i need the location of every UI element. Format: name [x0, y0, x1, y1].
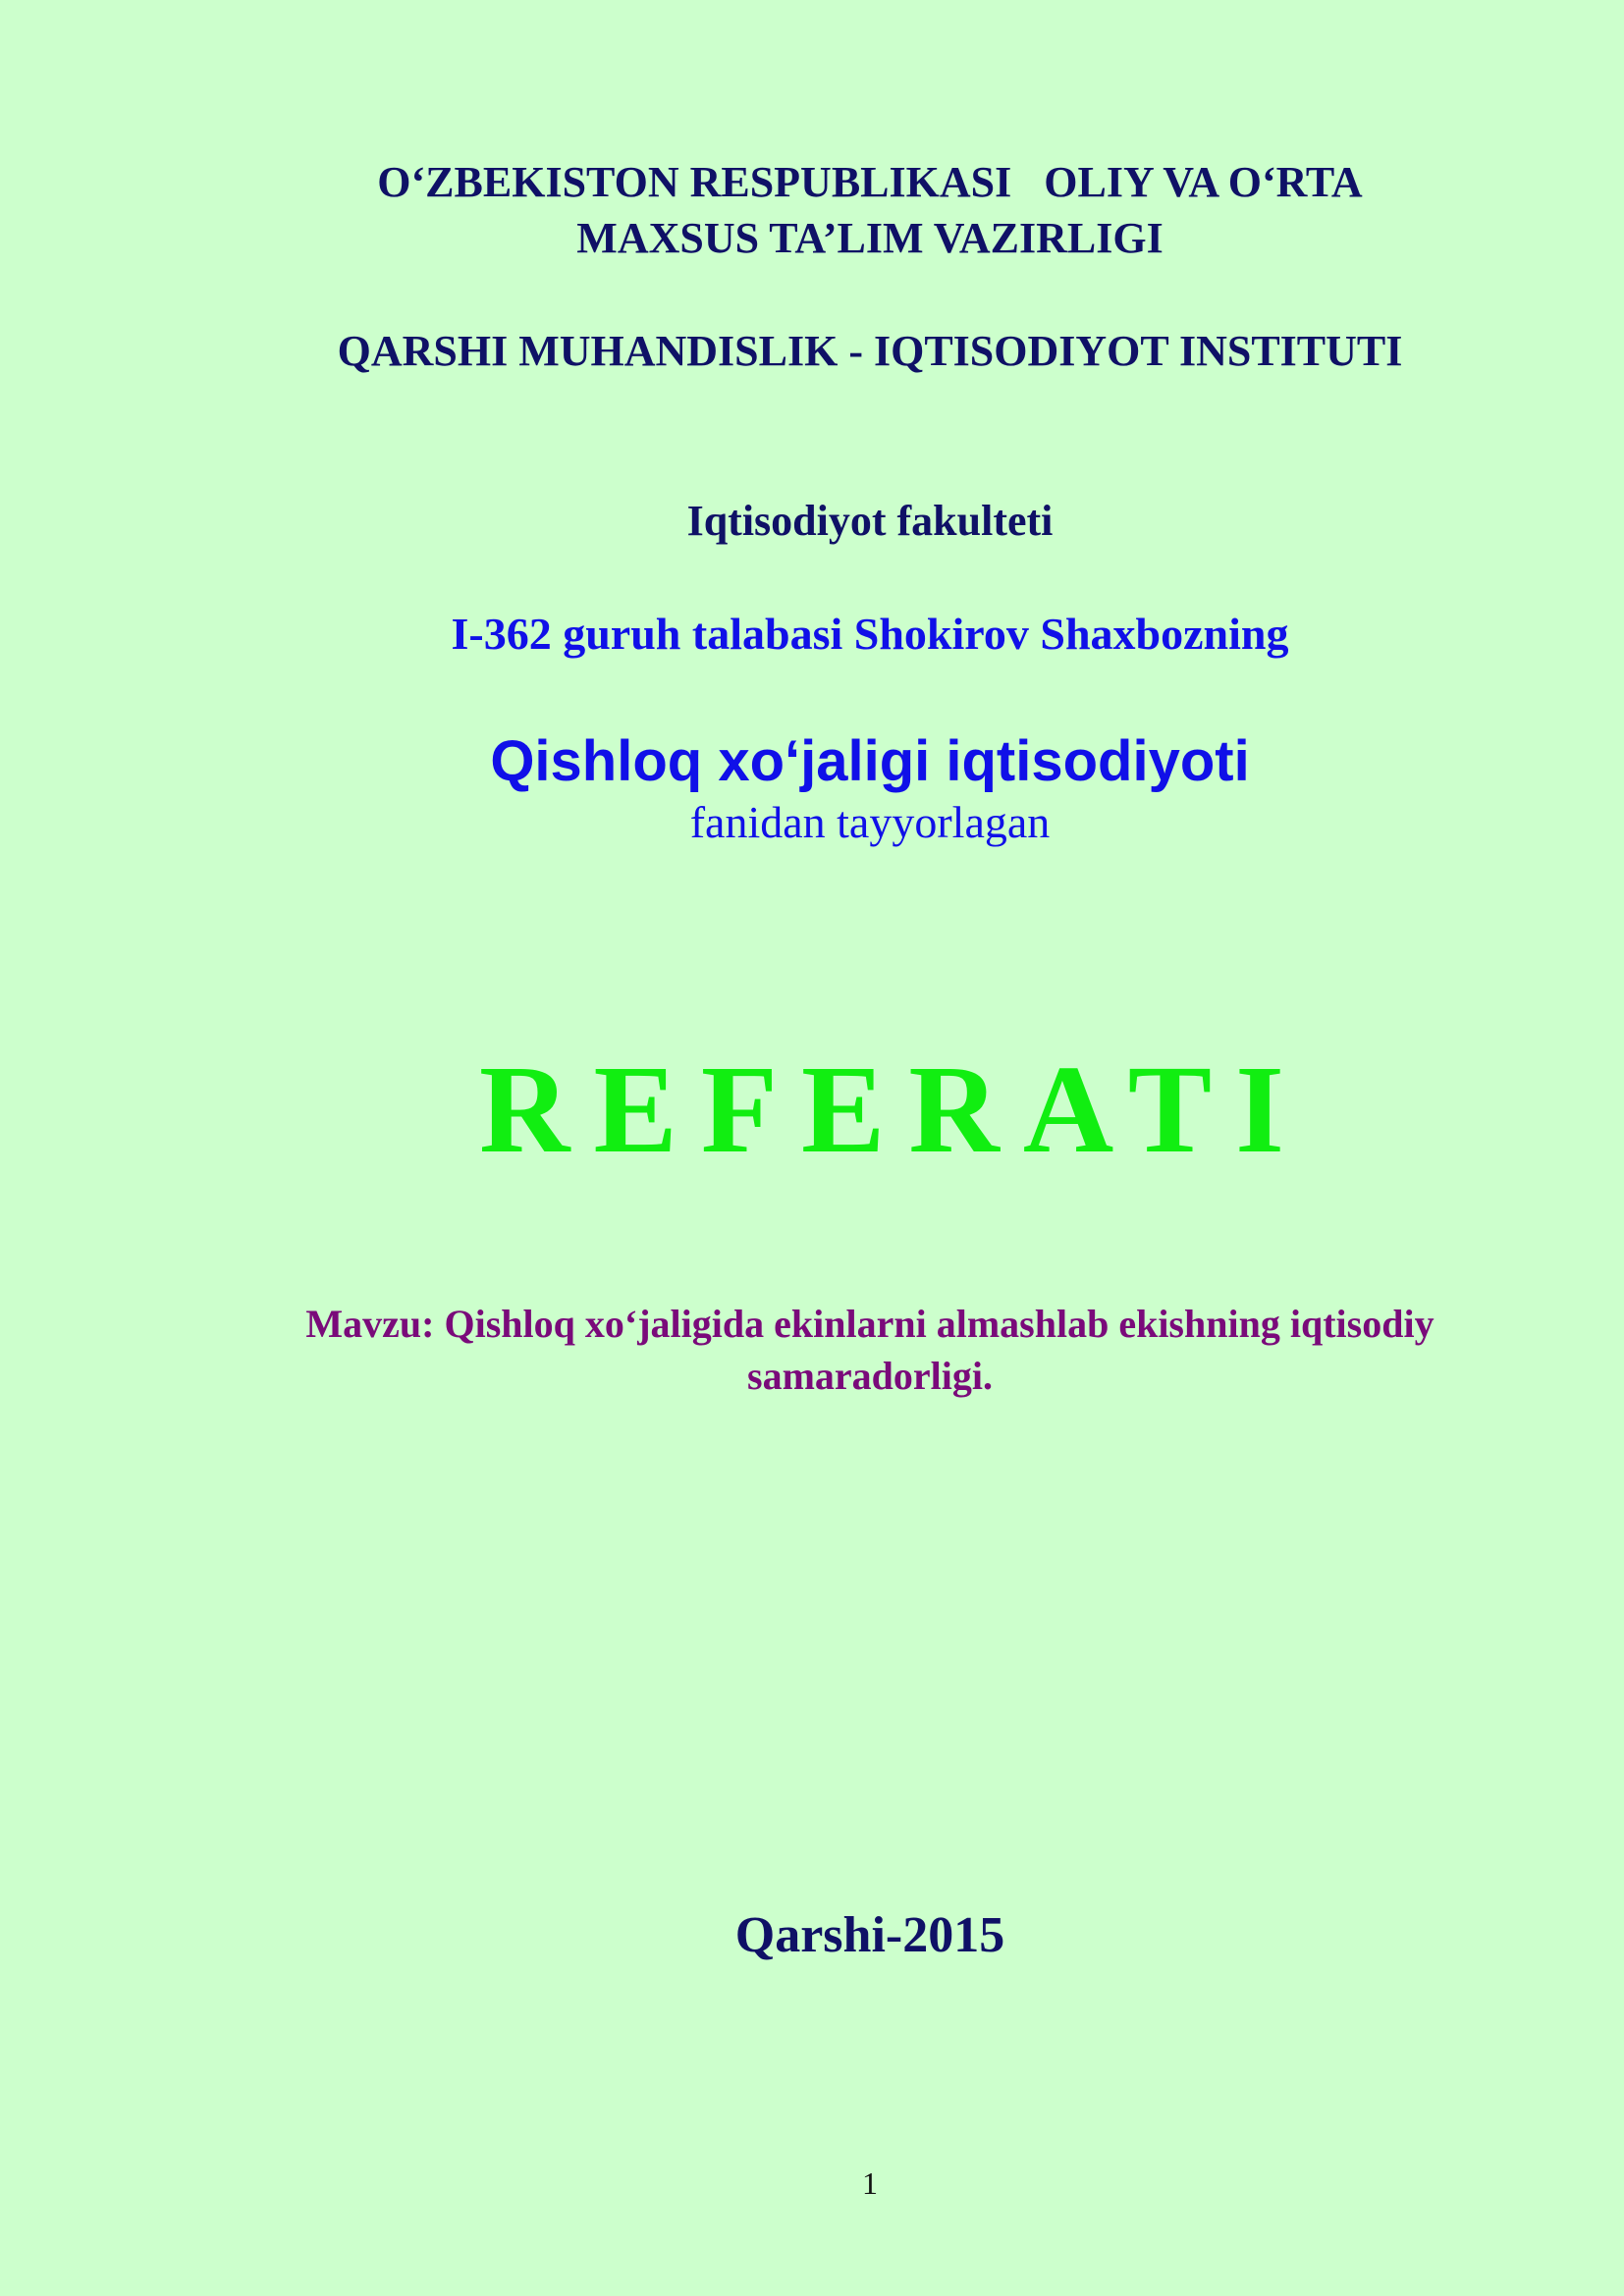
- student-line: I-362 guruh talabasi Shokirov Shaxbozning: [451, 609, 1289, 659]
- subject-title: Qishloq xo‘jaligi iqtisodiyoti: [490, 729, 1250, 793]
- prepared-label: fanidan tayyorlagan: [689, 797, 1051, 847]
- ministry-name-line-2: MAXSUS TA’LIM VAZIRLIGI: [576, 214, 1164, 262]
- faculty-name: Iqtisodiyot fakulteti: [686, 497, 1054, 545]
- topic-line-1: Mavzu: Qishloq xo‘jaligida ekinlarni almashlab ekishning iqtisodiy: [305, 1302, 1435, 1346]
- institute-name: QARSHI MUHANDISLIK - IQTISODIYOT INSTITUTI: [337, 327, 1403, 375]
- ministry-name-line-1: O‘ZBEKISTON RESPUBLIKASI OLIY VA O‘RTA: [377, 158, 1363, 206]
- page-number: 1: [862, 2165, 878, 2201]
- document-type-title: REFERATI: [479, 1040, 1308, 1179]
- city-year: Qarshi-2015: [734, 1907, 1005, 1963]
- topic-line-2: samaradorligi.: [747, 1354, 993, 1398]
